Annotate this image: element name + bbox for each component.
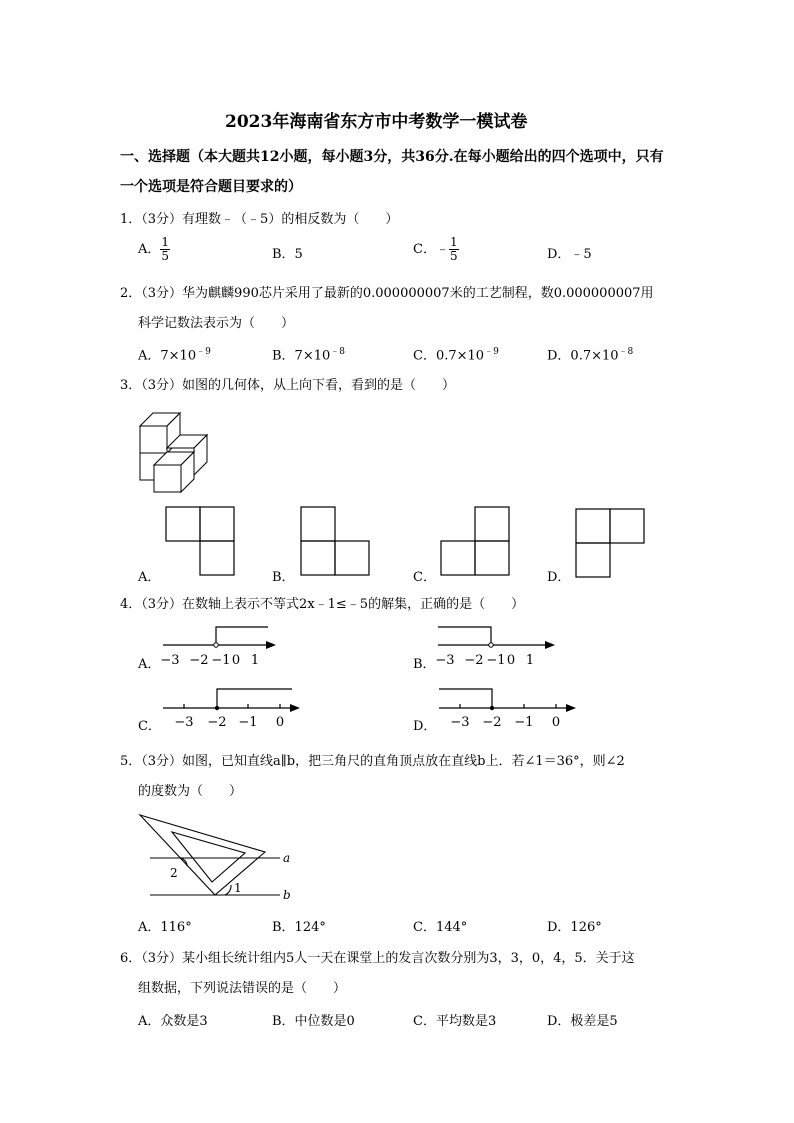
question-5-stem-line2: 的度数为（ ）	[138, 784, 243, 799]
question-6-option-a[interactable]: A．众数是3	[138, 1014, 208, 1029]
line-a-label: a	[283, 851, 291, 865]
section-header-line2: 一个选项是符合题目要求的）	[120, 179, 302, 195]
angle-2-label: 2	[170, 866, 178, 880]
geometry-solid-figure	[136, 408, 211, 493]
question-6-option-b[interactable]: B．中位数是0	[272, 1014, 355, 1029]
tick-label: −3	[450, 715, 470, 730]
question-6-stem-line1: 6．（3分）某小组长统计组内5人一天在课堂上的发言次数分别为3，3，0，4，5．关于这	[120, 951, 635, 966]
exponent: ﹣8	[618, 347, 634, 357]
number-line-c[interactable]	[150, 684, 305, 729]
tick-label: −2	[207, 715, 227, 730]
question-5-stem-line1: 5．（3分）如图，已知直线a∥b，把三角尺的直角顶点放在直线b上．若∠1＝36°，则∠2	[120, 754, 625, 769]
triangle-outer	[140, 815, 265, 895]
section-header-line1: 一、选择题（本大题共12小题，每小题3分，共36分.在每小题给出的四个选项中，只有	[120, 149, 664, 165]
question-2-option-c[interactable]	[413, 344, 499, 363]
question-6-option-c[interactable]: C．平均数是3	[413, 1014, 497, 1029]
exponent: ﹣9	[484, 347, 499, 357]
question-3-option-d[interactable]: D．	[547, 570, 571, 585]
question-3-stem: 3．（3分）如图的几何体，从上向下看，看到的是（ ）	[120, 378, 456, 393]
tick-label: −1	[486, 653, 506, 668]
cube-front-face	[154, 465, 181, 492]
question-4-option-d[interactable]: D．	[413, 719, 437, 734]
tick-label: −3	[160, 653, 180, 668]
option-a-top-view[interactable]	[166, 507, 236, 577]
question-3-option-b[interactable]: B．	[272, 570, 295, 585]
tick-label: −3	[174, 715, 194, 730]
fraction-numerator: 1	[449, 235, 458, 249]
option-a-label: A．	[138, 242, 161, 257]
fraction	[160, 236, 170, 263]
option-d-top-view[interactable]	[576, 509, 646, 579]
tick-label: 0	[275, 715, 285, 730]
question-4-option-a[interactable]: A．	[138, 657, 161, 672]
question-6-stem-line2: 组数据，下列说法错误的是（ ）	[138, 981, 347, 996]
angle-1-arc	[225, 885, 231, 895]
tick-label: −3	[435, 653, 455, 668]
question-2-option-a[interactable]	[138, 344, 211, 363]
number-line-d[interactable]	[426, 684, 581, 729]
tick-label: −1	[211, 653, 231, 668]
question-2-stem-line1: 2．（3分）华为麒麟990芯片采用了最新的0.000000007米的工艺制程，数0.000000007用	[120, 286, 654, 301]
question-1-option-b[interactable]: B．5	[272, 247, 303, 262]
option-text: D．0.7×10	[547, 348, 619, 364]
question-5-option-d[interactable]: D．126°	[547, 920, 602, 935]
exponent: ﹣8	[330, 347, 345, 357]
tick-label: −2	[482, 715, 502, 730]
tick-label: 0	[506, 653, 516, 668]
fraction-denominator: 5	[161, 249, 170, 263]
question-2-option-b[interactable]	[272, 344, 345, 363]
question-5-option-b[interactable]: B．124°	[272, 920, 326, 935]
option-b-top-view[interactable]	[301, 507, 371, 577]
option-c-label: C．﹣	[413, 242, 449, 257]
angle-1-label: 1	[234, 881, 242, 895]
tick-label: −2	[189, 653, 209, 668]
question-1-option-a[interactable]	[138, 236, 170, 263]
tick-label: −2	[464, 653, 484, 668]
option-text: A．7×10	[138, 348, 197, 364]
angle-2-arc	[179, 858, 187, 866]
option-text: B．7×10	[272, 348, 331, 364]
tick-label: −1	[238, 715, 258, 730]
option-text: C．0.7×10	[413, 348, 485, 364]
question-3-option-c[interactable]: C．	[413, 570, 436, 585]
fraction-denominator: 5	[449, 249, 458, 263]
triangle-inner	[172, 832, 245, 882]
question-4-option-b[interactable]: B．	[413, 657, 436, 672]
question-5-option-c[interactable]: C．144°	[413, 920, 468, 935]
question-2-stem-line2: 科学记数法表示为（ ）	[138, 316, 295, 331]
exponent: ﹣9	[196, 347, 211, 357]
question-6-option-d[interactable]: D．极差是5	[547, 1014, 618, 1029]
question-3-option-a[interactable]: A．	[138, 570, 161, 585]
tick-label: 1	[525, 653, 535, 668]
tick-label: 1	[250, 653, 260, 668]
question-1-stem: 1．（3分）有理数﹣（﹣5）的相反数为（ ）	[120, 212, 399, 227]
option-c-top-view[interactable]	[441, 507, 511, 577]
question-5-option-a[interactable]: A．116°	[138, 920, 192, 935]
fraction	[449, 236, 459, 263]
cube-front-face	[140, 426, 167, 453]
fraction-numerator: 1	[161, 235, 170, 249]
question-1-option-d[interactable]: D．﹣5	[547, 247, 592, 262]
tick-label: −1	[514, 715, 534, 730]
number-line-a[interactable]	[150, 622, 280, 667]
question-4-option-c[interactable]: C．	[138, 719, 161, 734]
question-4-stem: 4．（3分）在数轴上表示不等式2x﹣1≤﹣5的解集，正确的是（ ）	[120, 597, 525, 612]
triangle-ruler-figure	[135, 810, 300, 905]
tick-label: 0	[231, 653, 241, 668]
tick-label: 0	[551, 715, 561, 730]
question-1-option-c[interactable]	[413, 236, 459, 263]
question-2-option-d[interactable]	[547, 344, 633, 363]
page-title: 2023年海南省东方市中考数学一模试卷	[225, 112, 528, 132]
number-line-b[interactable]	[425, 622, 560, 667]
line-b-label: b	[283, 888, 291, 902]
